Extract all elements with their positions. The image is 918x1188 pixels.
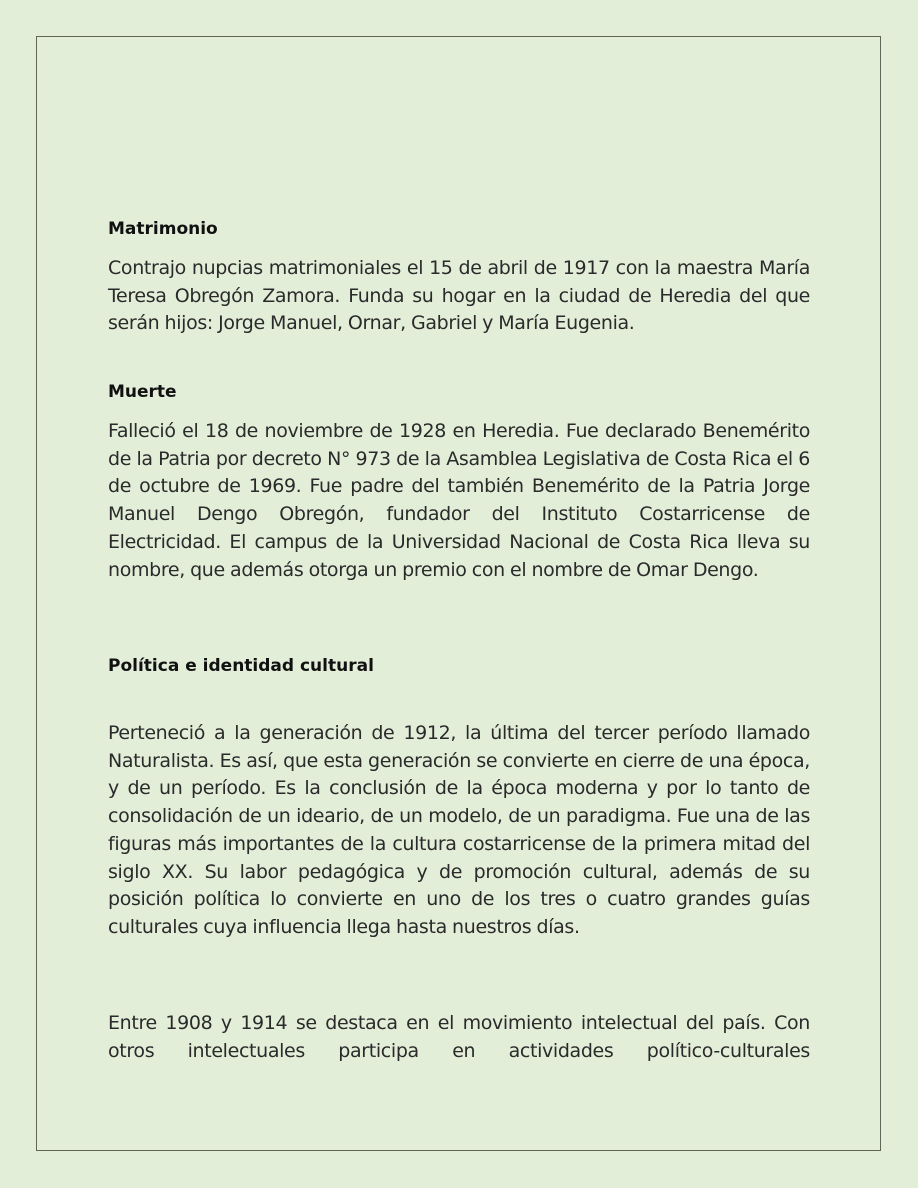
paragraph-politica-2: Entre 1908 y 1914 se destaca en el movimiento intelectual del país. Con otros intelectuales participa en actividades político-culturales <box>108 1012 810 1062</box>
paragraph-politica-1: Perteneció a la generación de 1912, la última del tercer período llamado Naturalista. Es así, que esta generación se convierte en cierre de una época, y de un período. Es la conclusión de la época moderna y por lo tanto de consolidación de un ideario, de un modelo, de un paradigma. Fue una de las figuras más importantes de la cultura costarricense de la primera mitad del siglo XX. Su labor pedagógica y de promoción cultural, además de su posición política lo convierte en uno de los tres o cuatro grandes guías culturales cuya influencia llega hasta nuestros días. <box>108 722 810 938</box>
paragraph-muerte: Falleció el 18 de noviembre de 1928 en Heredia. Fue declarado Benemérito de la Patria por decreto N° 973 de la Asamblea Legislativa de Costa Rica el 6 de octubre de 1969. Fue padre del también Benemérito de la Patria Jorge Manuel Dengo Obregón, fundador del Instituto Costarricense de Electricidad. El campus de la Universidad Nacional de Costa Rica lleva su nombre, que además otorga un premio con el nombre de Omar Dengo. <box>108 420 810 581</box>
page-border <box>36 36 881 1151</box>
heading-muerte: Muerte <box>108 382 177 402</box>
paragraph-matrimonio: Contrajo nupcias matrimoniales el 15 de abril de 1917 con la maestra María Teresa Obregón Zamora. Funda su hogar en la ciudad de Heredia del que serán hijos: Jorge Manuel, Ornar, Gabriel y María Eugenia. <box>108 257 810 335</box>
heading-matrimonio: Matrimonio <box>108 219 218 239</box>
heading-politica: Política e identidad cultural <box>108 656 374 676</box>
